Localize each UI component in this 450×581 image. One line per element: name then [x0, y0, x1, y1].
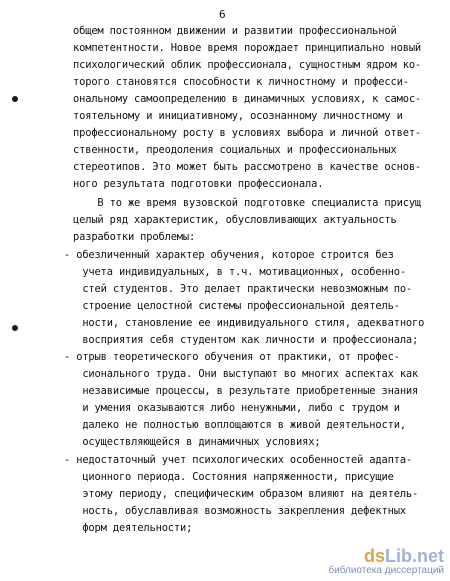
text-line: независимые процессы, в результате приобретенные знания	[64, 385, 419, 397]
text-line: разработки проблемы:	[73, 231, 196, 243]
text-line: целый ряд характеристик, обусловливающих актуальность	[73, 214, 397, 226]
text-line: ного результата подготовки профессионала.	[73, 178, 324, 190]
text-line: форм деятельности;	[64, 522, 193, 534]
watermark-subtitle: библиотека диссертаций	[328, 565, 444, 576]
text-line: профессиональному росту в условиях выбора и личной ответ-	[73, 127, 422, 139]
text-line: тоятельному и инициативному, осознанному личностному и	[73, 110, 403, 122]
text-line: - отрыв теоретического обучения от практики, от профес-	[64, 351, 400, 363]
text-line: этому периоду, специфическим образом влияют на деятель-	[64, 488, 419, 500]
binding-hole-dot	[12, 96, 18, 102]
text-line: психологический облик профессионала, сущностным ядром ко-	[73, 59, 422, 71]
text-line: ности, становление ее индивидуального стиля, адекватного	[64, 317, 425, 329]
text-line: сионального труда. Они выступают во многих аспектах как	[64, 368, 419, 380]
text-line: восприятия себя студентом как личности и профессионала;	[64, 334, 419, 346]
text-line: и умения оказываются либо ненужными, либо с трудом и	[64, 402, 400, 414]
text-line: ционного периода. Состояния напряженности, присущие	[64, 471, 394, 483]
watermark-logo-ds: ds	[363, 546, 385, 566]
watermark-logo	[328, 547, 444, 565]
text-line: общем постоянном движении и развитии профессиональной	[73, 25, 397, 37]
watermark-logo-lib: Lib.net	[385, 546, 444, 566]
text-line: торого становятся способности к личностному и професси-	[73, 76, 409, 88]
text-line: учета индивидуальных, в т.ч. мотивационных, особенно-	[64, 266, 406, 278]
text-line: компетентности. Новое время порождает принципиально новый	[73, 42, 422, 54]
text-line: ность, обуславливая возможность закрепления дефектных	[64, 505, 406, 517]
site-watermark	[328, 547, 444, 577]
text-line: осуществляющейся в динамичных условиях;	[64, 436, 321, 448]
text-line: строение целостной системы профессиональной деятель-	[64, 300, 400, 312]
text-line: ональному самоопределению в динамичных условиях, к самос-	[73, 93, 422, 105]
text-line: далеко не полностью воплощаются в живой деятельности,	[64, 419, 406, 431]
text-line: стереотипов. Это может быть рассмотрено в качестве основ-	[73, 161, 422, 173]
text-line: В то же время вузовской подготовке специалиста присущ	[73, 197, 422, 209]
page-number: 6	[219, 8, 226, 21]
text-line: стей студентов. Это делает практически невозможным по-	[64, 283, 413, 295]
binding-hole-dot	[12, 325, 18, 331]
text-line: - недостаточный учет психологических особенностей адапта-	[64, 454, 413, 466]
text-line: ственности, преодоления социальных и профессиональных	[73, 144, 397, 156]
text-line: - обезличенный характер обучения, которое строится без	[64, 249, 394, 261]
